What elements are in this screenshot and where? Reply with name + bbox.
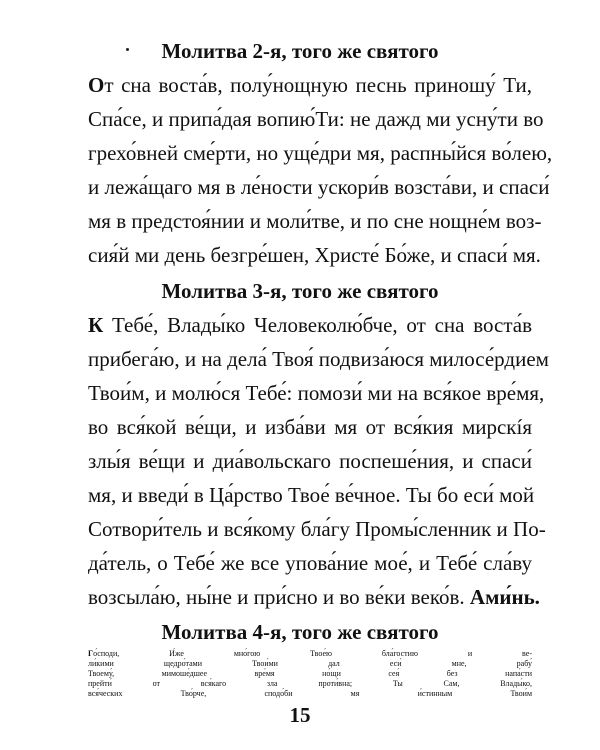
prayer-2-line: мя в предстоя́нии и моли́тве, и по сне нощне́м воз-	[88, 209, 542, 233]
heading-prayer-2: Молитва 2-я, того же святого	[161, 39, 439, 63]
heading-prayer-4: Молитва 4-я, того же святого	[161, 620, 439, 644]
initial-letter: К	[88, 313, 104, 337]
prayer-4-line: прейти́ от вся́каго зла проти́вна; Ты Сам, Влады́ко,	[88, 679, 532, 688]
initial-letter: О	[88, 73, 105, 97]
prayer-4-line: ли́кими щедро́тами Твои́ми дал еси́ мне, рабу́	[88, 659, 532, 668]
prayer-2-line: грехо́вней сме́рти, но уще́дри мя, распны́йся во́лею,	[88, 141, 553, 165]
prayer-2-line: и лежа́щаго мя в ле́ности ускори́в возста́ви, и спаси́	[88, 175, 550, 199]
prayer-3-line: возсыла́ю, ны́не и при́сно и во ве́ки веко́в. Ами́нь.	[88, 585, 540, 609]
prayer-2-line: Спа́се, и припа́дая вопию́Ти: не дажд ми усну́ти во	[88, 107, 544, 131]
prayer-2-line: От сна воста́в, полу́нощную песнь приношу́ Ти,	[88, 73, 532, 97]
prayer-3-line: Сотвори́тель и вся́кому бла́гу Промы́сленник и По-	[88, 517, 546, 541]
prayer-3-line: Твои́м, и молю́ся Тебе́: помози́ ми на вся́кое вре́мя,	[88, 381, 545, 405]
prayer-3-line: мя, и введи́ в Ца́рство Твое́ ве́чное. Ты бо еси́ мой	[88, 483, 535, 507]
amen-word: Ами́нь.	[469, 585, 540, 609]
prayer-3-line: да́тель, о Тебе́ же все упова́ние мое́, и Тебе́ сла́ву	[88, 551, 532, 575]
prayer-2-line: сия́й ми день безгре́шен, Христе́ Бо́же, и спаси́ мя.	[88, 243, 541, 267]
heading-prayer-3: Молитва 3-я, того же святого	[161, 279, 439, 303]
initial-letter: Г	[88, 649, 94, 658]
prayer-4-line: Твоему́, мимоше́дшее вре́мя но́щи сея́ без напа́сти	[88, 669, 532, 678]
prayer-4-line: вся́ческих Тво́рче, сподо́би мя и́стинным Твои́м	[88, 689, 532, 698]
prayer-3-line: злы́я ве́щи и диа́вольскаго поспеше́ния, и спаси́	[88, 449, 532, 473]
prayer-4-line: Го́споди, И́же мно́гою Твое́ю бла́гостию и ве-	[88, 649, 532, 658]
prayer-3-line: во вся́кой ве́щи, и изба́ви мя от вся́кия мирскíя	[88, 415, 532, 439]
prayer-3-line: К Тебе́, Влады́ко Человеколю́бче, от сна воста́в	[88, 313, 532, 337]
page-number: 15	[289, 703, 311, 727]
prayer-3-line: прибега́ю, и на дела́ Твоя́ подвиза́юся милосе́рдием	[88, 347, 549, 371]
